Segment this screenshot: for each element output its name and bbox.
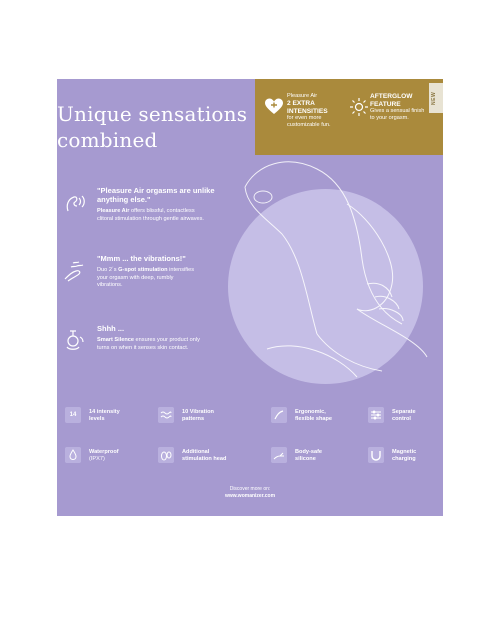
banner-intensities	[287, 93, 351, 129]
banner-heading-1a: 2 EXTRA	[287, 100, 315, 107]
spec-body-safe	[271, 445, 363, 473]
feature-2-text-a: intensifies	[167, 267, 194, 273]
feature-1-bold: Pleasure Air	[97, 208, 130, 214]
spec-5-line-b: (IPX7)	[89, 456, 105, 462]
banner-afterglow	[370, 93, 434, 122]
banner-heading-1b: INTENSITIES	[287, 107, 328, 115]
head-icon	[158, 447, 174, 463]
new-badge	[429, 83, 443, 113]
hand-icon	[271, 447, 287, 463]
spec-1-line-b: levels	[89, 416, 105, 422]
new-badge-label: NEW	[431, 91, 437, 105]
banner-desc-1b: customizable fun.	[287, 122, 331, 128]
banner-small-label: Pleasure Air	[287, 93, 318, 99]
spec-8-line-a: Magnetic	[392, 449, 417, 455]
spec-3-line-a: Ergonomic,	[295, 409, 326, 415]
feature-2-text-b: your orgasm with deep, rumbly	[97, 274, 174, 281]
smart-silence-icon	[62, 327, 88, 353]
feature-1-text-a: offers blissful, contactless	[129, 208, 195, 214]
magnet-icon	[368, 447, 384, 463]
title-line-2: combined	[57, 128, 158, 152]
drop-icon	[65, 447, 81, 463]
banner-heading-2a: AFTERGLOW	[370, 93, 413, 100]
product-box-back	[57, 79, 443, 516]
feature-3-heading: Shhh ...	[97, 324, 125, 333]
spec-magnetic-charging	[368, 445, 443, 473]
spec-5-line-a: Waterproof	[89, 449, 119, 455]
banner-heading-2b: FEATURE	[370, 100, 401, 108]
spec-3-line-b: flexible shape	[295, 416, 332, 422]
footer	[57, 486, 443, 499]
spec-vibration-patterns	[158, 405, 250, 433]
sun-icon	[349, 97, 369, 117]
spec-4-line-a: Separate	[392, 409, 416, 415]
banner-desc-2a: Gives a sensual finish	[370, 108, 425, 114]
spec-waterproof	[65, 445, 157, 473]
vibration-icon	[62, 259, 88, 285]
airwave-icon	[62, 191, 88, 217]
banner-desc-2b: to your orgasm.	[370, 115, 409, 121]
feature-banner	[255, 79, 443, 155]
feature-2-text-c: vibrations.	[97, 282, 123, 288]
spec-6-line-a: Additional	[182, 449, 210, 455]
feature-2-heading: "Mmm ... the vibrations!"	[97, 254, 186, 263]
spec-separate-control	[368, 405, 443, 433]
feature-1-heading-a: "Pleasure Air orgasms are unlike	[97, 186, 215, 195]
spec-intensity-levels	[65, 405, 157, 433]
spec-8-line-b: charging	[392, 456, 416, 462]
feature-3-bold: Smart Silence	[97, 337, 134, 343]
spec-2-line-a: 10 Vibration	[182, 409, 214, 415]
feature-pleasure-air	[97, 186, 237, 223]
shape-icon	[271, 407, 287, 423]
feature-1-heading-b: anything else."	[97, 195, 151, 204]
feature-3-text-b: turns on when it senses skin contact.	[97, 344, 189, 351]
heart-plus-icon	[264, 97, 284, 117]
wave-icon	[158, 407, 174, 423]
spec-ergonomic-shape	[271, 405, 363, 433]
slider-icon	[368, 407, 384, 423]
spec-4-line-b: control	[392, 416, 411, 422]
banner-desc-1a: for even more	[287, 115, 322, 121]
spec-7-line-a: Body-safe	[295, 449, 323, 455]
feature-1-text-b: clitoral stimulation through gentle airwaves.	[97, 215, 204, 222]
feature-2-bold: G-spot stimulation	[118, 267, 168, 273]
footer-url[interactable]: www.womanizer.com	[224, 492, 276, 499]
feature-3-text-a: ensures your product only	[134, 337, 200, 343]
feature-smart-silence	[97, 324, 237, 352]
intensity-14-icon: 14	[65, 407, 81, 423]
feature-2-pre: Duo 2´s	[97, 267, 119, 273]
spec-6-line-b: stimulation head	[182, 456, 227, 462]
spec-additional-head	[158, 445, 250, 473]
spec-1-line-a: 14 intensity	[89, 409, 120, 415]
page-title	[57, 101, 247, 153]
feature-vibrations	[97, 254, 237, 290]
footer-discover: Discover more on:	[229, 486, 271, 492]
title-line-1: Unique sensations	[57, 102, 248, 126]
spec-7-line-b: silicone	[295, 456, 316, 462]
spec-2-line-b: patterns	[182, 416, 205, 422]
